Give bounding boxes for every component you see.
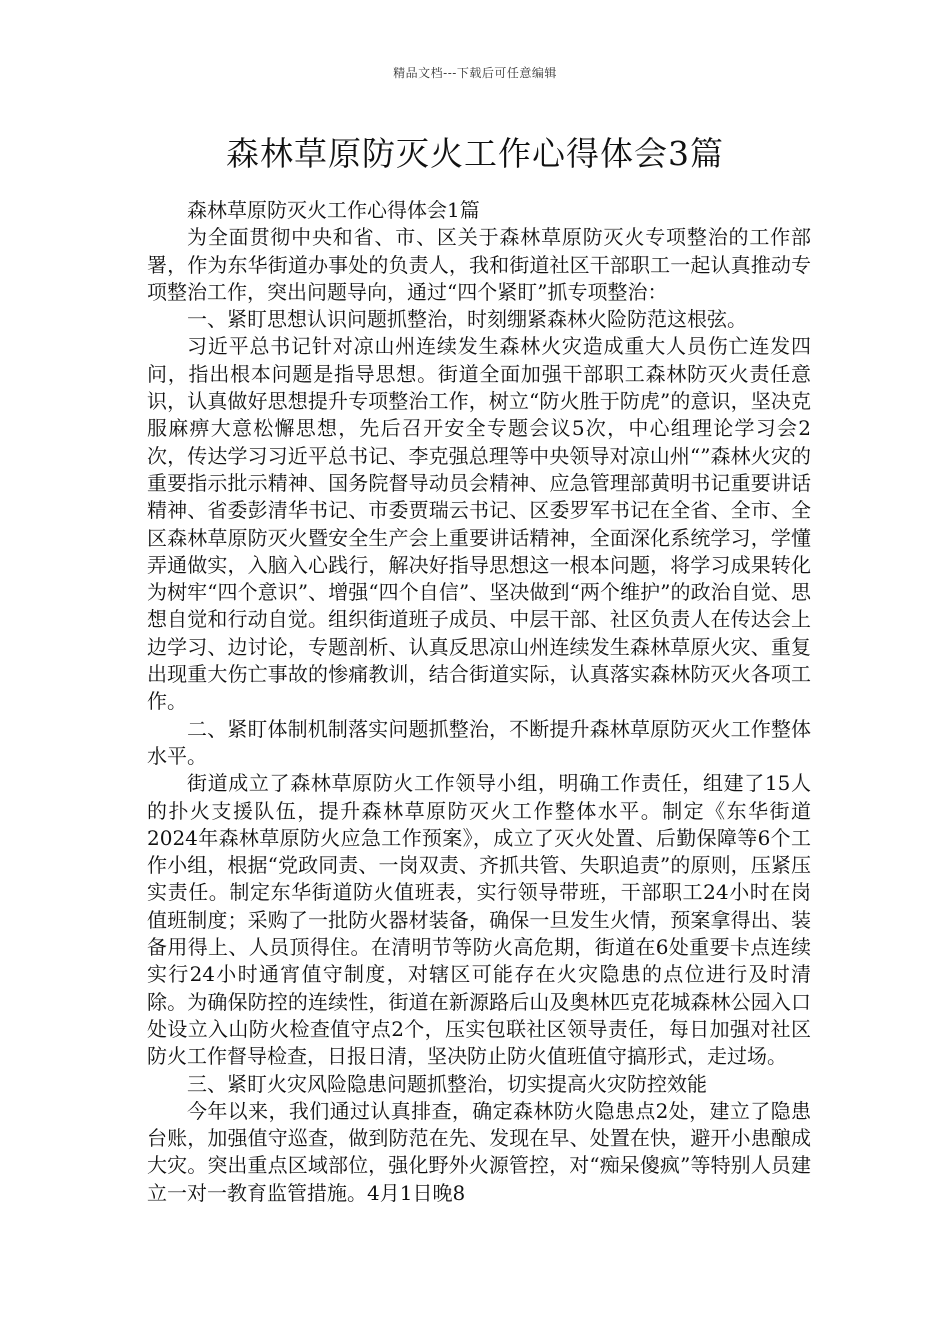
paragraph: 今年以来，我们通过认真排查，确定森林防火隐患点2处，建立了隐患台账，加强值守巡查，做到防范在先、发现在早、处置在快，避开小患酿成大灾。突出重点区域部位，强化野外火源管控，对“痴呆傻疯”等特别人员建立一对一教育监管措施。4月1日晚8 [147, 1098, 811, 1205]
paragraph: 街道成立了森林草原防火工作领导小组，明确工作责任，组建了15人的扑火支援队伍，提升森林草原防灭火工作整体水平。制定《东华街道2024年森林草原防火应急工作预案》，成立了灭火处置、后勤保障等6个工作小组，根据“党政同责、一岗双责、齐抓共管、失职追责”的原则，压紧压实责任。制定东华街道防火值班表，实行领导带班，干部职工24小时在岗值班制度；采购了一批防火器材装备，确保一旦发生火情，预案拿得出、装备用得上、人员顶得住。在清明节等防火高危期，街道在6处重要卡点连续实行24小时通宵值守制度，对辖区可能存在火灾隐患的点位进行及时清除。为确保防控的连续性，街道在新源路后山及奥林匹克花城森林公园入口处设立入山防火检查值守点2个，压实包联社区领导责任，每日加强对社区防火工作督导检查，日报日清，坚决防止防火值班值守搞形式，走过场。 [147, 771, 811, 1069]
document-body [147, 197, 811, 1207]
paragraph: 为全面贯彻中央和省、市、区关于森林草原防灭火专项整治的工作部署，作为东华街道办事处的负责人，我和街道社区干部职工一起认真推动专项整治工作，突出问题导向，通过“四个紧盯”抓专项整治： [147, 225, 811, 304]
subheading: 一、紧盯思想认识问题抓整治，时刻绷紧森林火险防范这根弦。 [187, 307, 747, 332]
section-heading: 森林草原防灭火工作心得体会1篇 [187, 198, 480, 222]
paragraph: 习近平总书记针对凉山州连续发生森林火灾造成重大人员伤亡连发四问，指出根本问题是指导思想。街道全面加强干部职工森林防灭火责任意识，认真做好思想提升专项整治工作，树立“防火胜于防虎”的意识，坚决克服麻痹大意松懈思想，先后召开安全专题会议5次，中心组理论学习会2次，传达学习习近平总书记、李克强总理等中央领导对凉山州“”森林火灾的重要指示批示精神、国务院督导动员会精神、应急管理部黄明书记重要讲话精神、省委彭清华书记、市委贾瑞云书记、区委罗军书记在全省、全市、全区森林草原防灭火暨安全生产会上重要讲话精神，全面深化系统学习，学懂弄通做实，入脑入心践行，解决好指导思想这一根本问题，将学习成果转化为树牢“四个意识”、增强“四个自信”、坚决做到“两个维护”的政治自觉、思想自觉和行动自觉。组织街道班子成员、中层干部、社区负责人在传达会上边学习、边讨论，专题剖析、认真反思凉山州连续发生森林草原火灾、重复出现重大伤亡事故的惨痛教训，结合街道实际，认真落实森林防灭火各项工作。 [147, 334, 811, 714]
subheading: 二、紧盯体制机制落实问题抓整治，不断提升森林草原防灭火工作整体水平。 [147, 716, 811, 768]
subheading: 三、紧盯火灾风险隐患问题抓整治，切实提高火灾防控效能 [187, 1071, 707, 1096]
document-title: 森林草原防灭火工作心得体会3篇 [226, 134, 724, 173]
header-note: 精品文档---下载后可任意编辑 [393, 66, 557, 80]
